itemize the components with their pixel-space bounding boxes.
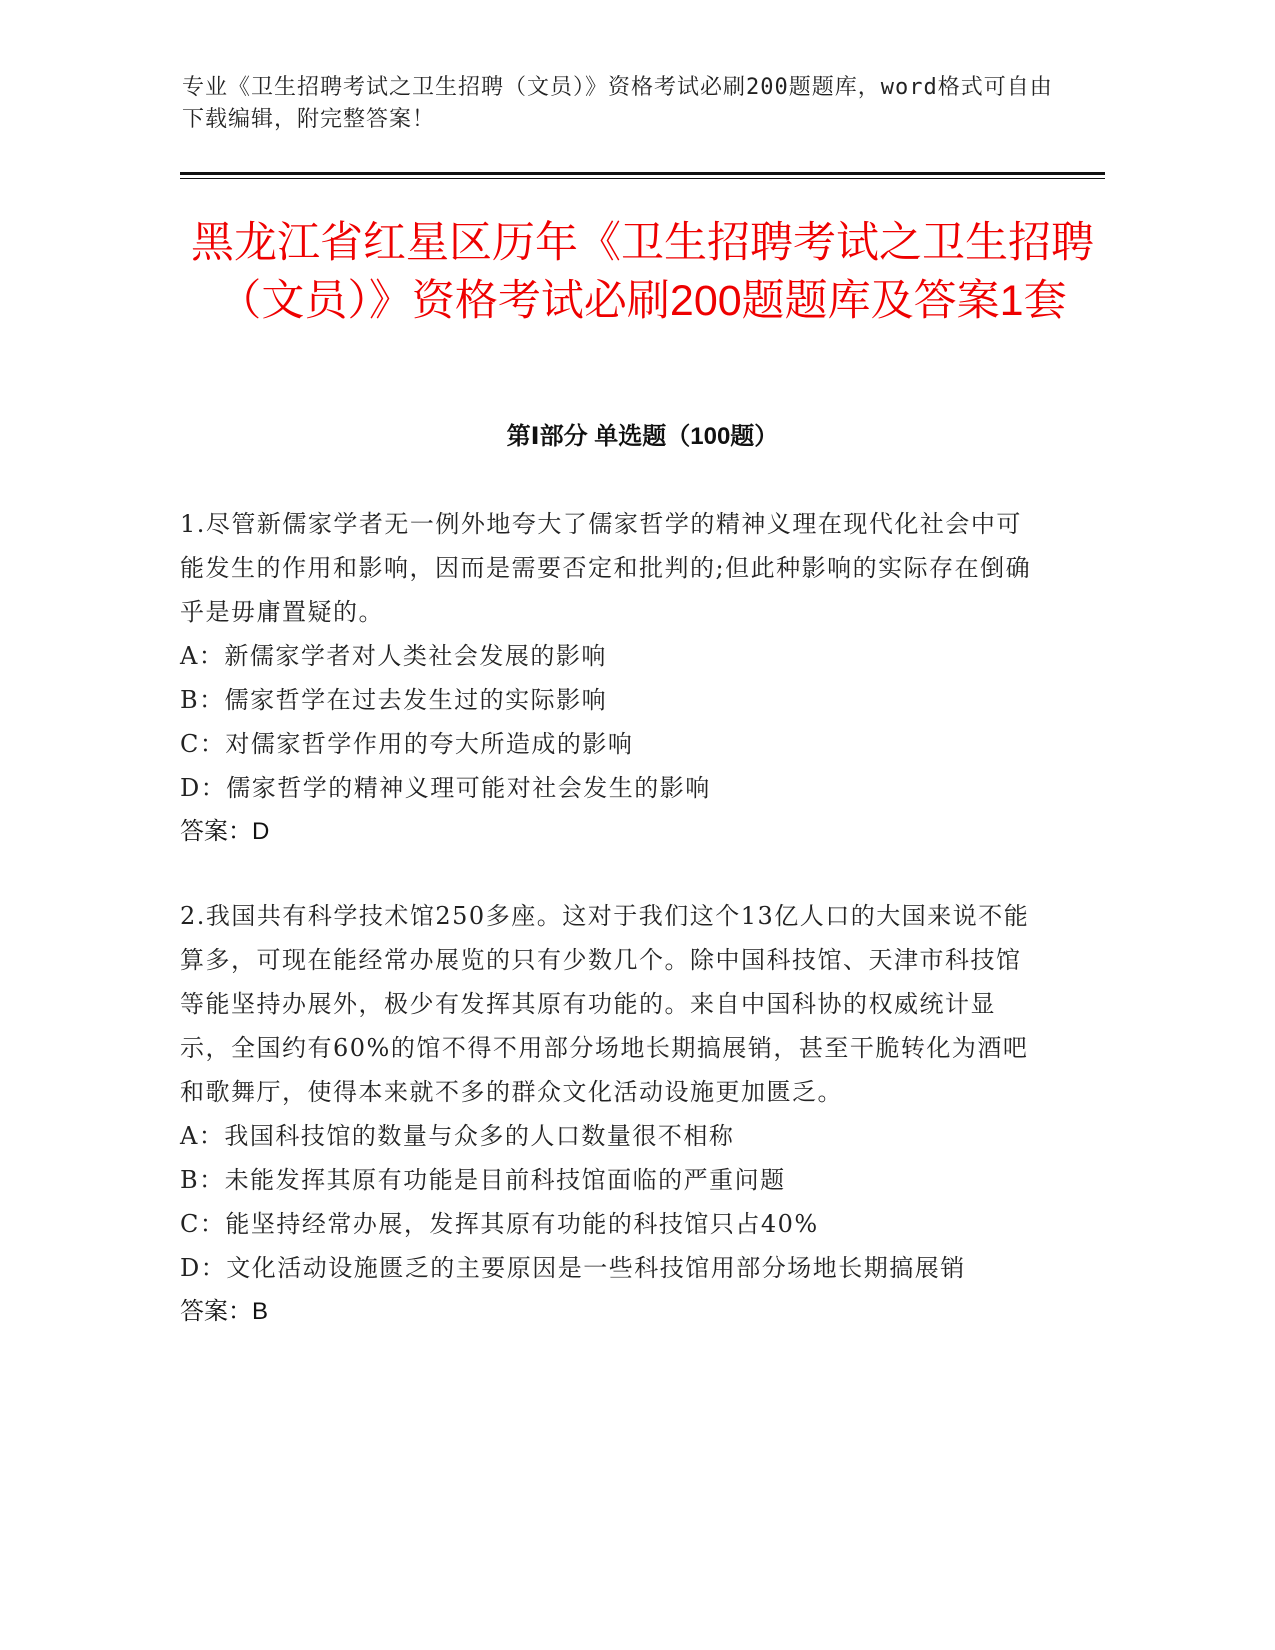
option-c: C：对儒家哲学作用的夸大所造成的影响 [180, 730, 634, 758]
answer: 答案：B [180, 1298, 269, 1325]
option-d: D：文化活动设施匮乏的主要原因是一些科技馆用部分场地长期搞展销 [180, 1254, 966, 1282]
question-2 [180, 894, 1035, 1334]
document-title: 黑龙江省红星区历年《卫生招聘考试之卫生招聘（文员）》资格考试必刷200题题库及答案1套 [191, 219, 1094, 325]
header-divider-thin [180, 178, 1105, 179]
answer: 答案：D [180, 818, 270, 845]
option-d: D：儒家哲学的精神义理可能对社会发生的影响 [180, 774, 711, 802]
question-1 [180, 502, 1035, 854]
question-stem: 1.尽管新儒家学者无一例外地夸大了儒家哲学的精神义理在现代化社会中可能发生的作用和影响，因而是需要否定和批判的;但此种影响的实际存在倒确乎是毋庸置疑的。 [180, 510, 1032, 626]
option-a: A：新儒家学者对人类社会发展的影响 [180, 642, 607, 670]
section-heading: 第Ⅰ部分 单选题（100题） [506, 423, 779, 450]
option-c: C：能坚持经常办展，发挥其原有功能的科技馆只占40% [180, 1210, 819, 1238]
option-b: B：儒家哲学在过去发生过的实际影响 [180, 686, 608, 714]
header-note: 专业《卫生招聘考试之卫生招聘（文员）》资格考试必刷200题题库，word格式可自由下载编辑，附完整答案！ [182, 75, 1053, 132]
question-stem: 2.我国共有科学技术馆250多座。这对于我们这个13亿人口的大国来说不能算多，可现在能经常办展览的只有少数几个。除中国科技馆、天津市科技馆等能坚持办展外，极少有发挥其原有功能的。来自中国科协的权威统计显示，全国约有60%的馆不得不用部分场地长期搞展销，甚至干脆转化为酒吧和歌舞厅，使得本来就不多的群众文化活动设施更加匮乏。 [180, 902, 1030, 1106]
option-a: A：我国科技馆的数量与众多的人口数量很不相称 [180, 1122, 735, 1150]
header-divider-thick [180, 172, 1105, 175]
option-b: B：未能发挥其原有功能是目前科技馆面临的严重问题 [180, 1166, 786, 1194]
